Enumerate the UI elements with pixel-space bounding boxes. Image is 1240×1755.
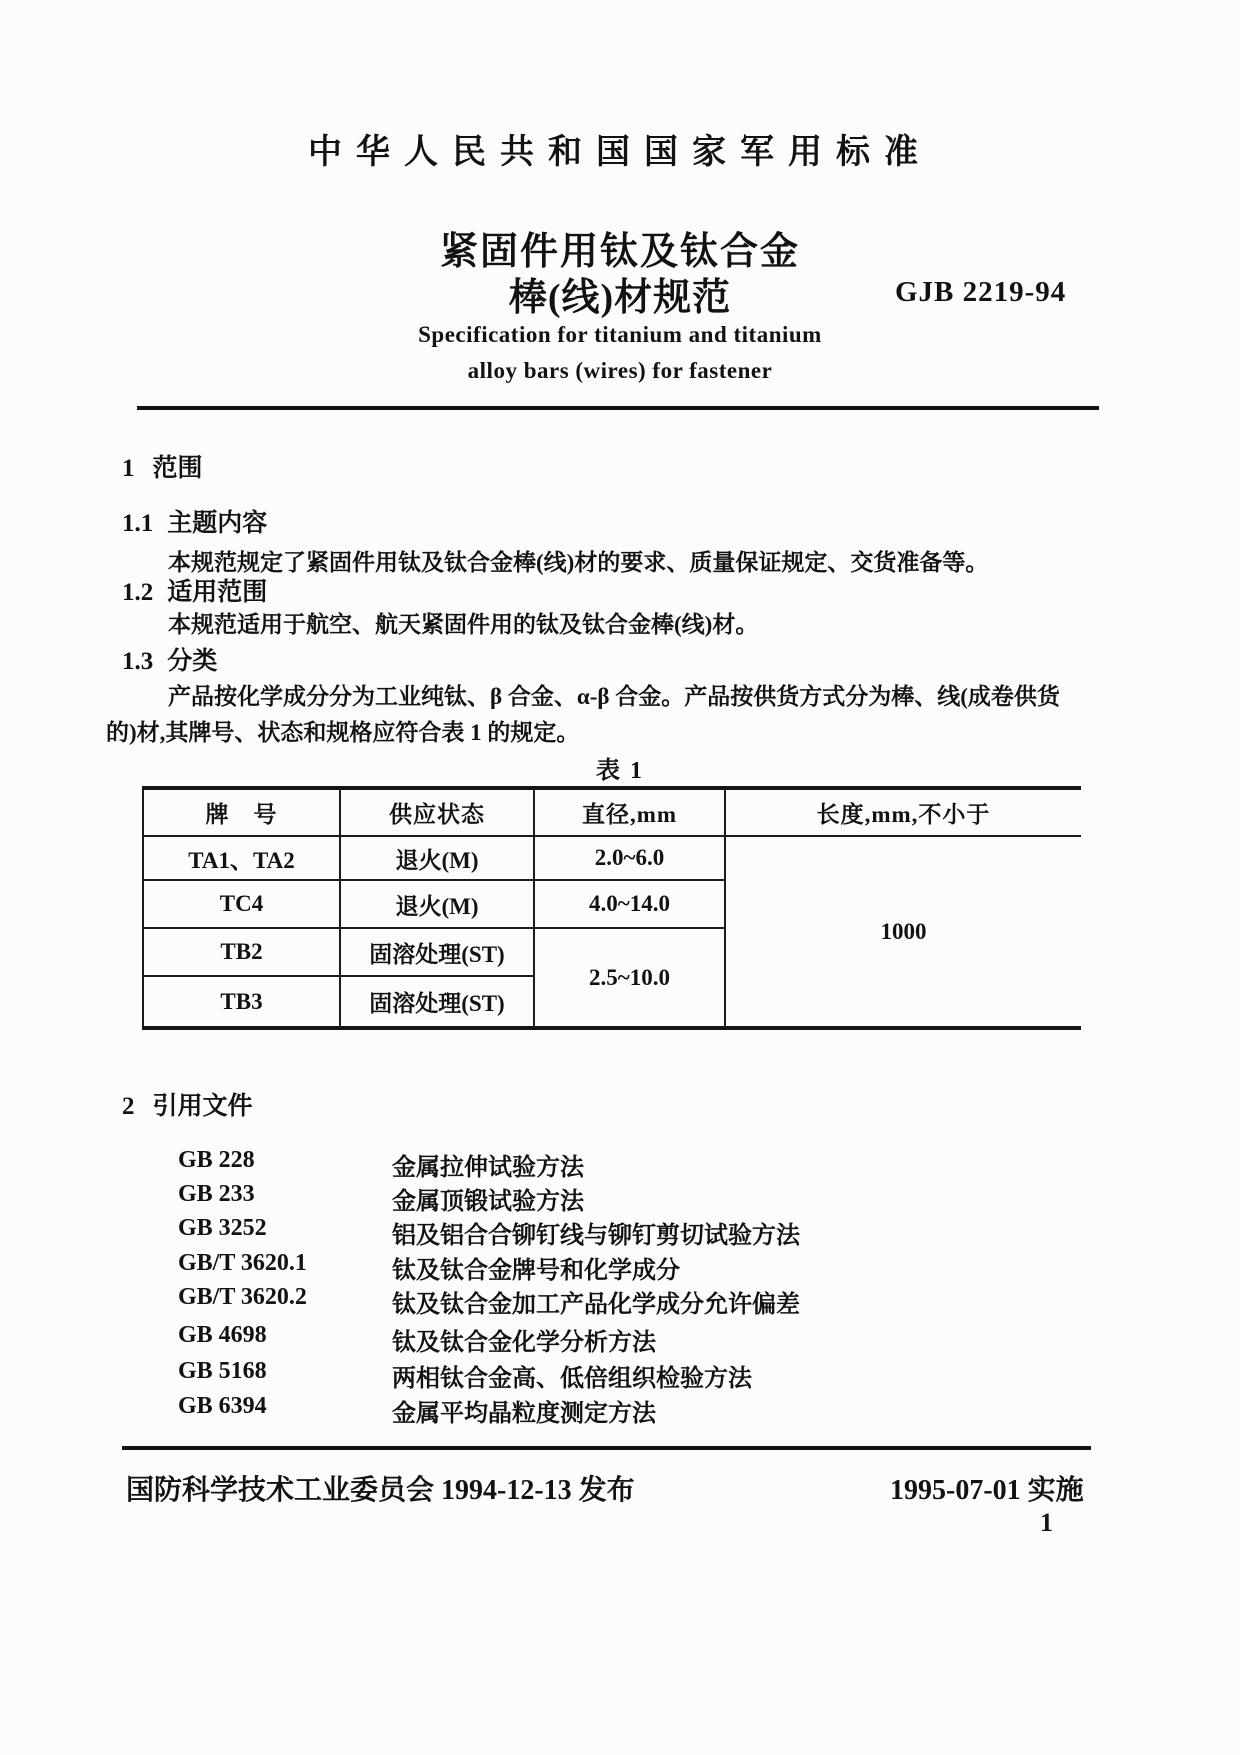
section-1-title: 范围 — [152, 455, 203, 482]
reference-item — [0, 1215, 1240, 1249]
section-1-2-heading — [122, 572, 267, 608]
footer-effective-date: 1995-07-01 实施 — [890, 1475, 1084, 1506]
section-1-3-number: 1.3 — [122, 648, 154, 675]
condition-cell: 固溶处理(ST) — [340, 976, 534, 1028]
reference-item — [0, 1322, 1240, 1356]
reference-title: 金属平均晶粒度测定方法 — [392, 1401, 656, 1427]
section-1-2-title: 适用范围 — [167, 579, 268, 606]
section-1-1-heading — [122, 503, 267, 539]
standard-number: GJB 2219-94 — [895, 276, 1067, 308]
grade-cell: TB3 — [143, 976, 340, 1028]
standard-class-heading: 中华人民共和国国家军用标准 — [308, 134, 932, 171]
reference-title: 金属拉伸试验方法 — [392, 1155, 584, 1181]
reference-item — [0, 1250, 1240, 1284]
table-1 — [142, 786, 1081, 1030]
section-1-heading — [122, 448, 203, 484]
table-header-row — [143, 788, 1081, 836]
reference-code: GB 233 — [178, 1181, 255, 1207]
header-divider-rule — [137, 406, 1099, 410]
section-1-3-body-line1: 产品按化学成分分为工业纯钛、β 合金、α-β 合金。产品按供货方式分为棒、线(成卷供货 — [168, 684, 1060, 709]
section-1-3-heading — [122, 641, 217, 677]
condition-cell: 固溶处理(ST) — [340, 928, 534, 976]
grade-cell: TC4 — [143, 880, 340, 928]
section-1-1-body: 本规范规定了紧固件用钛及钛合金棒(线)材的要求、质量保证规定、交货准备等。 — [168, 550, 989, 575]
reference-title: 钛及钛合金化学分析方法 — [392, 1330, 656, 1356]
table-1-caption: 表 1 — [596, 758, 644, 784]
footer-divider-rule — [122, 1446, 1091, 1450]
section-2-heading — [122, 1086, 253, 1122]
section-1-2-body: 本规范适用于航空、航天紧固件用的钛及钛合金棒(线)材。 — [168, 612, 759, 637]
reference-code: GB 6394 — [178, 1393, 267, 1419]
section-2-title: 引用文件 — [152, 1093, 253, 1120]
reference-item — [0, 1358, 1240, 1392]
col-header-length: 长度,mm,不小于 — [725, 788, 1081, 836]
diameter-cell: 4.0~14.0 — [534, 880, 725, 928]
section-1-number: 1 — [122, 455, 135, 482]
reference-code: GB 5168 — [178, 1358, 267, 1384]
grade-cell: TA1、TA2 — [143, 836, 340, 880]
condition-cell: 退火(M) — [340, 836, 534, 880]
condition-cell: 退火(M) — [340, 880, 534, 928]
reference-item — [0, 1147, 1240, 1181]
reference-title: 钛及钛合金牌号和化学成分 — [392, 1258, 680, 1284]
reference-title: 钛及钛合金加工产品化学成分允许偏差 — [392, 1292, 800, 1318]
col-header-condition: 供应状态 — [340, 788, 534, 836]
footer-issued-by: 国防科学技术工业委员会 1994-12-13 发布 — [126, 1475, 635, 1506]
reference-title: 两相钛合金高、低倍组织检验方法 — [392, 1366, 752, 1392]
doc-title-cn-line1: 紧固件用钛及钛合金 — [439, 231, 800, 273]
reference-title: 金属顶锻试验方法 — [392, 1189, 584, 1215]
section-1-3-body-line2: 的)材,其牌号、状态和规格应符合表 1 的规定。 — [106, 720, 580, 745]
section-1-1-number: 1.1 — [122, 510, 154, 537]
reference-code: GB 228 — [178, 1147, 255, 1173]
col-header-diameter: 直径,mm — [534, 788, 725, 836]
doc-title-cn-line2: 棒(线)材规范 — [508, 277, 732, 319]
doc-title-en-line1: Specification for titanium and titanium — [418, 322, 822, 347]
reference-item — [0, 1181, 1240, 1215]
doc-title-en-line2: alloy bars (wires) for fastener — [467, 358, 773, 383]
diameter-cell: 2.0~6.0 — [534, 836, 725, 880]
reference-code: GB 4698 — [178, 1322, 267, 1348]
section-1-3-title: 分类 — [167, 648, 218, 675]
section-1-1-title: 主题内容 — [167, 510, 268, 537]
reference-title: 铝及铝合合铆钉线与铆钉剪切试验方法 — [392, 1223, 800, 1249]
diameter-cell: 2.5~10.0 — [534, 928, 725, 1028]
table-row — [143, 836, 1081, 880]
grade-cell: TB2 — [143, 928, 340, 976]
length-min-cell: 1000 — [725, 836, 1081, 1028]
col-header-grade: 牌 号 — [143, 788, 340, 836]
reference-code: GB/T 3620.1 — [178, 1250, 307, 1276]
section-1-2-number: 1.2 — [122, 579, 154, 606]
section-2-number: 2 — [122, 1093, 135, 1120]
reference-code: GB/T 3620.2 — [178, 1284, 307, 1310]
reference-item — [0, 1393, 1240, 1427]
page-number: 1 — [1040, 1508, 1053, 1537]
reference-item — [0, 1284, 1240, 1318]
reference-code: GB 3252 — [178, 1215, 267, 1241]
